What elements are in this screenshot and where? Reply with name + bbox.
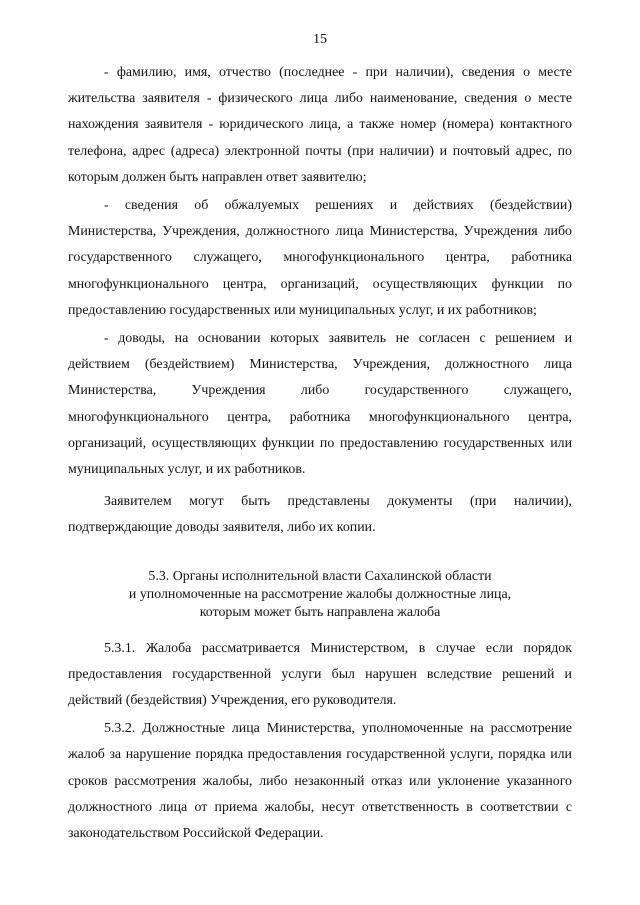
paragraph-applicant-details: - фамилию, имя, отчество (последнее - при наличии), сведения о месте жительства заявителя - физического лица либо наименование, сведения о месте нахождения заявителя - юридического лица, а также номер (номера) контактного телефона, адрес (адреса) электронной почты (при наличии) и почтовый адрес, по которым должен быть направлен ответ заявителю; bbox=[68, 65, 572, 185]
section-heading-line-1: 5.3. Органы исполнительной власти Сахалинской области bbox=[148, 568, 492, 584]
paragraph-5-3-1: 5.3.1. Жалоба рассматривается Министерством, в случае если порядок предоставления государственной услуги был нарушен вследствие решений и действий (бездействия) Учреждения, его руководителя. bbox=[68, 640, 572, 709]
paragraph-5-3-2: 5.3.2. Должностные лица Министерства, уполномоченные на рассмотрение жалоб за нарушение порядка предоставления государственной услуги, порядка или сроков рассмотрения жалобы, либо незаконный отказ или уклонение указанного должностного лица от приема жалобы, несут ответственность в соответствии с законодательством Российской Федерации. bbox=[68, 721, 572, 842]
section-heading-line-2: и уполномоченные на рассмотрение жалобы должностные лица, bbox=[128, 586, 512, 602]
paragraph-arguments: - доводы, на основании которых заявитель не согласен с решением и действием (бездействием) Министерства, Учреждения, должностного лица Министерства, Учреждения либо государственного служащего, многофункционального центра, работника многофункционального центра, организаций, осуществляющих функции по предоставлению государственных или муниципальных услуг, и их работников. bbox=[68, 331, 572, 478]
section-heading-line-3: которым может быть направлена жалоба bbox=[199, 604, 441, 620]
section-heading bbox=[68, 568, 572, 622]
paragraph-appealed-decisions: - сведения об обжалуемых решениях и действиях (бездействии) Министерства, Учреждения, должностного лица Министерства, Учреждения либо государственного служащего, многофункционального центра, работника многофункционального центра, организаций, осуществляющих функции по предоставлению государственных или муниципальных услуг, и их работников; bbox=[68, 198, 572, 318]
paragraph-supporting-documents: Заявителем могут быть представлены документы (при наличии), подтверждающие доводы заявителя, либо их копии. bbox=[68, 494, 572, 536]
page-number: 15 bbox=[313, 32, 327, 47]
document-body bbox=[68, 60, 572, 847]
